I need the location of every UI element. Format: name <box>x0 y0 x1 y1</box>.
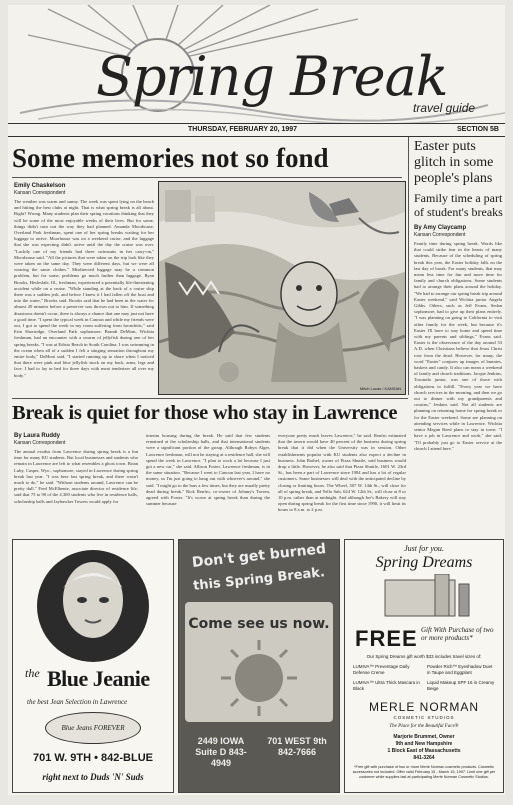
issue-date: THURSDAY, FEBRUARY 20, 1997 <box>188 126 298 133</box>
merle-small: Just for you. <box>404 544 444 553</box>
second-byline <box>14 433 134 447</box>
merle-address-1: 9th and New Hampshire <box>395 741 453 747</box>
masthead <box>8 5 505 123</box>
newspaper-page <box>8 5 505 795</box>
second-headline: Break is quiet for those who stay in Lawrence <box>12 402 398 424</box>
main-byline <box>14 183 154 197</box>
merle-brand: MERLE NORMAN <box>368 700 479 714</box>
merle-slogan: The Place for the Beautiful Face® <box>389 724 459 729</box>
divider <box>12 398 408 399</box>
tan-headline: Don't get burned <box>191 541 327 571</box>
main-author: Emily Chaskelson <box>14 183 66 189</box>
merle-fine-print: *Free gift with purchase of two or more Merle Norman cosmetic products. Cosmetic accessories not included. Offer valid February 15 - March 15, 1997. Limit one gift per customer while supplies last at participating Merle Norman Cosmetic Studios. <box>352 765 496 779</box>
merle-item: LUMIVA™ Ultra Thick Mascara in Black <box>353 680 420 691</box>
blue-jeanie-ad <box>12 539 174 793</box>
merle-item: Liquid Makeup SPF 16 in Creamy Beige <box>427 680 495 691</box>
side-subheadline: Family time a part of student's breaks <box>414 191 503 219</box>
tan-headline-2: this Spring Break. <box>192 565 326 594</box>
cartoon-drawing <box>159 182 405 394</box>
merle-norman-ad <box>344 539 504 793</box>
sun-face-icon <box>219 638 299 718</box>
tan-location-1: 2449 IOWA Suite D 843-4949 <box>195 736 247 768</box>
merle-phone: 841-3264 <box>413 755 435 761</box>
ad-brand: Blue Jeanie <box>47 666 150 691</box>
dateline-bar <box>8 123 505 137</box>
masthead-subtitle: travel guide <box>413 101 476 115</box>
side-byline <box>414 225 504 239</box>
merle-title: Spring Dreams <box>375 554 473 571</box>
second-story-col1: The annual exodus from Lawrence during spring break is a fun time for many KU students. But local businesses and students who remain in Lawrence are left to what resembles a ghost town. Brian Luby, Casper, Wyo., sophomore, stayed in Lawrence during spring break last year. "I was here last spring break, and there wasn't much to do," he said. "Without students around, Lawrence can be pretty dull." Fred McElhenie, associate director of residence life, said that 75 to 90 of the 4,300 students who live in residence halls, scholarship halls and Jayhawker Towers would apply for <box>14 449 138 504</box>
side-author-role: Kansan Correspondent <box>414 232 466 238</box>
main-headline: Some memories not so fond <box>12 143 329 173</box>
main-story-body: The weather was warm and sunny. The week was spent lying on the beach and hitting the best clubs at night. That is what spring break is all about. Right? Wrong. Many students plan their spring vacations thinking that they will be some of the most enjoyable weeks of their lives. But for some, things didn't turn out the way they had planned. Amanda Moorhouse, Overland Park freshman, spent one of her spring breaks waiting for her luggage to arrive. Moorhouse was on a weekend cruise, and the luggage that she was expecting didn't arrive until the day the cruise was over. "Luckily one of my friends had three swimsuits in her carry-on," Moorhouse said. "All the pictures that were taken on the trip look like they were taken on the same day. They were different days, but we were all wearing the same clothes." Misdirected luggage may be a common problem, but for some, problems go much further than luggage. Ryan Brooks, Hesleslale, Ill., freshman, experienced a potentially life-threatening accident while on a cruise. "While standing at the back of a cruise ship there was a sudden jerk, and before I knew it I had fallen off the boat and into the water," Brooks said. Brooks said that he had been in the water for almost 20 minutes before a preserver was thrown out to him. If something disastrous doesn't occur, there is always a chance that one may just not have a good time. "I spent the typical week in Cancun and while my friends were out, I got to spend the week in my room suffering from bronchitis," said Erin Shortridge, Overland Park sophomore. Brandi DeMont, Wichita freshman, had an encounter with a swarm of jellyfish during one of her spring breaks. "I was at Edisto Beach in South Carolina. I was swimming in the ocean when all of a sudden I felt a stinging sensation throughout my entire body," DeMont said. "I started running up to shore when I noticed that there were pink and blue jellyfish stuck on my back, arms, legs and face. I had to lay in bed for three days with meat tenderizer all over my body." <box>14 199 154 378</box>
merle-address-2: 1 Block East of Massachusetts <box>387 748 461 754</box>
tan-location-2: 701 WEST 9th 842-7666 <box>267 736 327 757</box>
ad-footer: right next to Duds 'N' Suds <box>42 772 144 782</box>
merle-brand-sub: COSMETIC STUDIOS <box>393 715 455 720</box>
merle-owner: Marjorie Brummet, Owner <box>393 734 455 740</box>
side-author: By Amy Claycamp <box>414 225 467 231</box>
merle-item: LUMIVA™ Preventage Daily Defense Creme <box>353 664 410 675</box>
tanning-ad <box>178 539 340 793</box>
ad-address: 701 W. 9TH • 842-BLUE <box>32 752 153 764</box>
section-label: SECTION 5B <box>456 126 499 133</box>
tan-callout: Come see us now. <box>188 616 330 632</box>
merle-offer: Gift With Purchase of two or more products* <box>421 626 494 642</box>
illustration-credit: Mitch Lucas / KANSAN <box>359 386 401 391</box>
main-author-role: Kansan Correspondent <box>14 190 66 196</box>
side-headline: Easter puts glitch in some people's plans <box>414 139 494 186</box>
second-story-col2: interim housing during the break. He said that few students remained at the scholarship halls, and that international students were a significant portion of the group. Although Robyn Alger, Lawrence freshman, will not be staying at a residence hall, she will spend the week in Lawrence. "I plan to work a lot because I just got a new car," she said. Allison Foster, Lawrence freshman, is in the same situation. "Because I went to Cancun last year, I have no money, so I'm just going to hang out with whoever's around," she said. "I might go to the bars a few times, but they are usually pretty dead during break." Rick Renfro, co-owner of Johnny's Tavern, agreed with Foster. "It's worse at spring break than during the summer because <box>146 433 270 507</box>
merle-desc: Our Spring Dreams gift worth $33 includes travel sizes of: <box>366 654 482 659</box>
second-story-col3: everyone pretty much leaves Lawrence," he said. Renfro estimated that the tavern would have 40 percent of the business during spring break that it did when the University was in session. Other establishments popular with KU students also expect a decline in business. John Bothel, owner of Pizza Shuttle, said business would drop a little. However, he also said that Pizza Shuttle, 1601 W. 23rd St., has been a part of Lawrence since 1984 and has a lot of regular customers. Some businesses will deal with the anticipated decline by closing or limiting hours. The Wheel, 507 W. 14th St., will close for all of spring break, and Yello Sub, 624 W. 12th St., will close at 8 or 10 p.m. rather than at midnight. And although Joe's Bakery will stay open during spring break for the first time since 1990, it will limit its hours to 8 a.m. to 2 p.m. <box>278 433 406 513</box>
merle-free: FREE <box>355 626 418 651</box>
side-story-body: Family time during spring break. Words like that could strike fear in the hearts of many students. Because of the scheduling of spring break this year, the Easter holiday falls on the last day of break. For many students, that may mean less time for fun and more time for family and church obligations. Some students had to arrange their plans around the holiday. "We had to arrange our spring break trip around Easter weekend," said Wichita junior Angela Gibbs. Others, such as Jeff Evans, Sedan sophomore, had to give up their plans entirely. "I was planning on going to California to visit other family for the week, but because it's Easter I'll have to stay home and spend time with my parents and siblings," Evans said. Easter is the observance of the day around 33 A.D. when Christians believe that Jesus Christ rose from the dead. However, for many, the word "Easter" conjures up images of bunnies, baskets and candy. It also can mean a weekend of family and church traditions. Jacque Jenkins, Towanda junior, was one of those with obligations to fulfill. "Every year we have church services in the morning, and then we go out to dinner with my grandparents and cousins," Jenkins said. Not all students are planning on returning home for spring break or for the Easter weekend. Some are planning on attending services while in Lawrence. Wichita senior Megan Reed plans to stay in town. "I have a job in Lawrence and work," she said. "I'll probably just go to Easter service at the church I attend here." <box>414 241 502 451</box>
ad-prefix: the <box>25 666 40 680</box>
second-author: By Laura Ruddy <box>14 433 61 439</box>
divider <box>12 177 402 178</box>
merle-item: Powder Rich™ Eyeshadow Duet in Taupe and Eggplant <box>427 664 493 675</box>
shark-illustration <box>158 181 406 395</box>
tan-image-bg <box>185 602 333 722</box>
ad-tagline: the best Jean Selection in Lawrence <box>27 698 128 706</box>
masthead-title: Spring Break <box>96 45 448 108</box>
model-photo <box>35 548 151 664</box>
second-author-role: Kansan Correspondent <box>14 440 66 446</box>
column-divider <box>408 137 409 395</box>
product-gift-icon <box>375 574 475 622</box>
ad-badge: Blue Jeans FOREVER <box>45 712 141 744</box>
